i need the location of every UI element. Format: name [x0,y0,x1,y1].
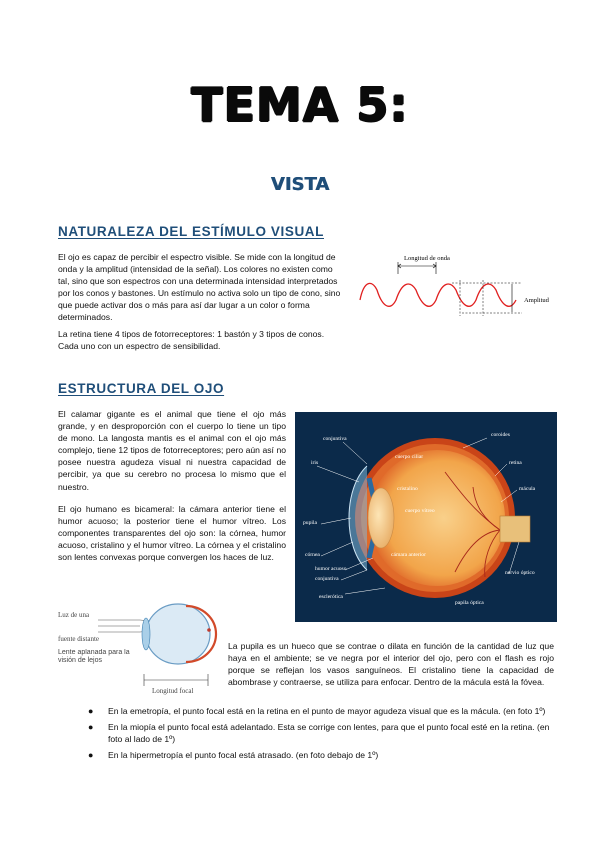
paragraph-bicameral: El ojo humano es bicameral: la cámara anterior tiene el humor acuoso; la posterior tiene el humor vítreo. Los componentes transparentes del ojo son: la córnea, humor acuoso, cristalino y el humor vítreo. La córnea y el cristalino son lentes convexas porque convergen los haces de luz. [58,504,286,563]
label-humor-acuoso: humor acuoso [315,566,347,572]
bullet-item: ● En la miopía el punto focal está adelantado. Esta se corrige con lentes, para que el punto focal esté en la retina. (en foto al lado de 1º) [88,722,550,745]
label-luz: Luz de una [58,611,90,619]
bullet-item: ● En la emetropía, el punto focal está en la retina en el punto de mayor agudeza visual que es la mácula. (en foto 1º) [88,706,546,716]
section-heading-estimulo: NATURALEZA DEL ESTÍMULO VISUAL [58,224,324,239]
focal-length-marker [144,674,208,686]
focal-point [207,628,211,632]
label-lente: Lente aplanada para la visión de lejos [58,649,130,664]
label-longitud-focal: Longitud focal [152,687,194,695]
label-retina: retina [509,460,522,466]
bullet-list [88,705,558,765]
lens-shape [368,488,394,548]
wavelength-label: Longitud de onda [404,255,450,262]
eyeball-outline [146,604,210,664]
label-cuerpo-vitreo: cuerpo vítreo [405,508,435,514]
label-cristalino: cristalino [397,486,418,492]
label-pupila: pupila [303,520,317,526]
bullet-dot: ● [88,706,94,716]
flattened-lens [142,618,150,650]
amplitude-guides [452,280,522,316]
bullet-item: ● En la hipermetropía el punto focal está atrasado. (en foto debajo de 1º) [88,750,379,761]
label-cuerpo-ciliar: cuerpo ciliar [395,454,424,460]
amplitude-label: Amplitud [524,297,549,304]
optic-nerve [500,516,530,542]
page-title: TEMA 5: [191,78,409,132]
label-iris: iris [311,460,319,466]
label-coroides: coroides [491,432,510,438]
label-conjuntiva-bottom: conjuntiva [315,576,339,582]
label-nervio-optico: nervio óptico [505,570,535,576]
paragraph-pupila: La pupila es un hueco que se contrae o dilata en función de la cantidad de luz que haya en el ambiente; se ve negra por el interior del ojo, pero con el flash es rojo porque se reflejan los vasos sanguíneos. El cristalino tiene la capacidad de abombrase y contraerse, se utiliza para enfocar. Dentro de la mácula está la fóvea. [228,641,554,688]
label-fuente: fuente distante [58,635,100,643]
bullet-dot: ● [88,750,94,761]
section-heading-estructura: ESTRUCTURA DEL OJO [58,381,225,396]
paragraph-calamar: El calamar gigante es el animal que tiene el ojo más grande, y en desproporción con el cuerpo lo tiene un tipo de mono. La langosta mantis es el animal con el ojo más complejo, tiene 12 tipos de fotorreceptores; pero aún así no posee nuestra agudeza visual ni nuestra capacidad de percibir, ya que su cerebro no procesa lo mismo que el nuestro. [58,409,286,492]
paragraph-fotorreceptores: La retina tiene 4 tipos de fotorreceptores: 1 bastón y 3 tipos de conos. Cada uno con un espectro de sensibilidad. [58,329,325,352]
label-conjuntiva-top: conjuntiva [323,436,347,442]
label-camara-anterior: cámara anterior [391,552,426,558]
label-papila-optica: papila óptica [455,600,484,606]
page-subtitle: VISTA [270,174,330,195]
wavelength-marker [398,262,436,274]
eye-anatomy-figure [295,412,557,622]
label-esclerotica: esclerótica [319,594,343,600]
wave-figure [352,250,562,322]
sine-wave [360,283,516,306]
paragraph-espectro: El ojo es capaz de percibir el espectro visible. Se mide con la longitud de onda y la amplitud (intensidad de la señal). Los colores no existen como tal, sino que son espectros con una determinada intensidad interpretados por los conos y bastones. Un estímulo no activa solo un tipo de cono, sino que puede activar dos o más para así dar lugar a un color o forma determinados. [58,252,341,323]
focus-figure [58,596,226,696]
label-macula: mácula [519,486,536,492]
bullet-dot: ● [88,722,94,733]
label-cornea: córnea [305,552,320,558]
